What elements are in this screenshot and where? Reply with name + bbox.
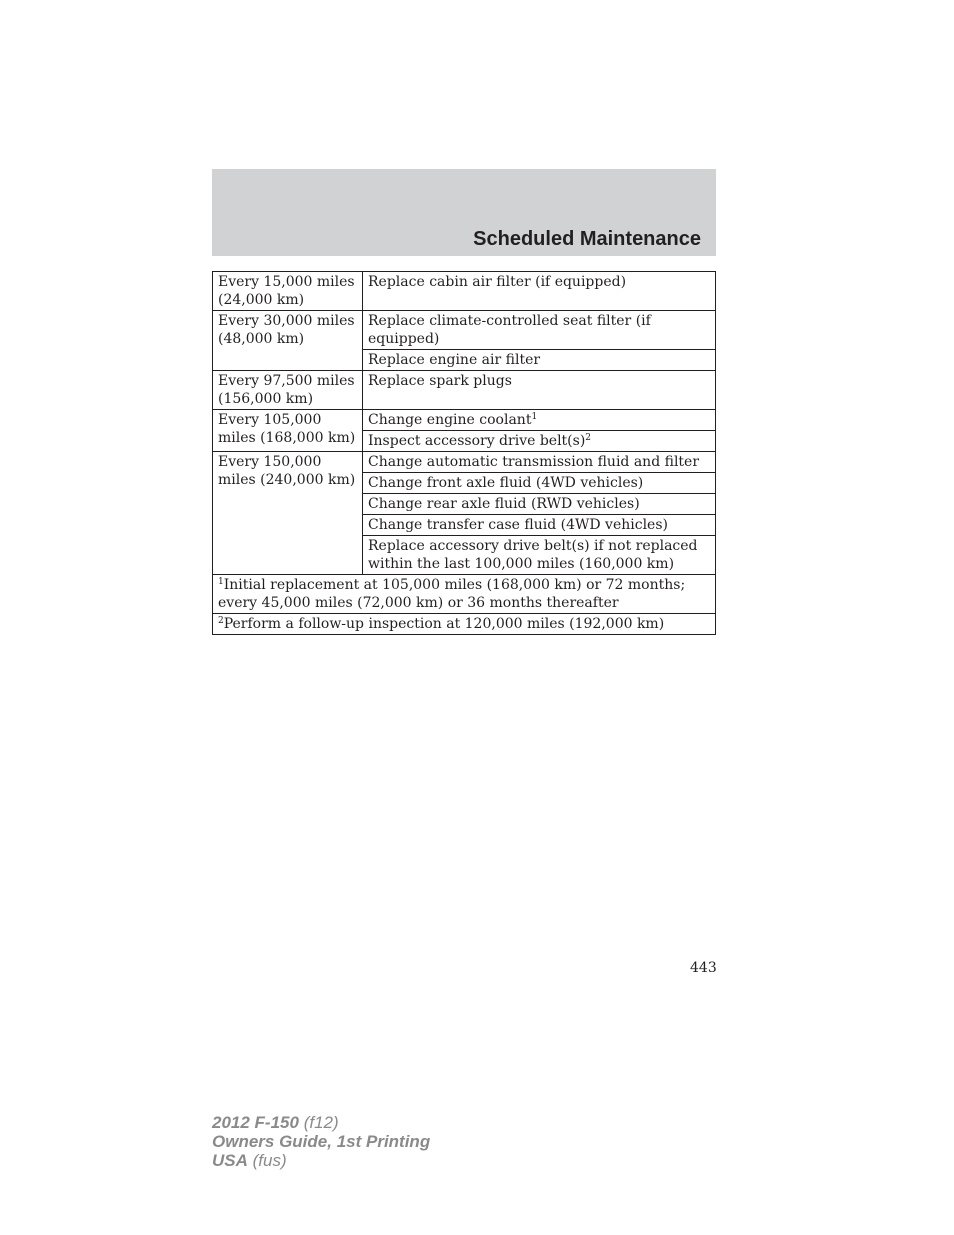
task-cell [363,431,716,452]
document-footer [212,1113,430,1170]
task-cell [363,410,716,431]
footer-printing: Owners Guide, 1st Printing [212,1132,431,1151]
footer-model: 2012 F-150 [212,1113,299,1132]
task-cell: Change transfer case fluid (4WD vehicles) [363,515,716,536]
task-cell: Replace accessory drive belt(s) if not replaced within the last 100,000 miles (160,000 km) [363,536,716,575]
maintenance-schedule-table [212,271,716,635]
task-cell: Change rear axle fluid (RWD vehicles) [363,494,716,515]
task-cell: Replace climate-controlled seat filter (if equipped) [363,311,716,350]
task-text: Change engine coolant [368,412,532,428]
table-row [213,311,716,350]
footnote-text: Initial replacement at 105,000 miles (168,000 km) or 72 months; every 45,000 miles (72,000 km) or 36 months thereafter [218,577,686,611]
interval-cell: Every 15,000 miles (24,000 km) [213,272,363,311]
interval-cell: Every 30,000 miles (48,000 km) [213,311,363,371]
interval-cell: Every 150,000 miles (240,000 km) [213,452,363,575]
footnote-row [213,614,716,635]
footer-line-model [212,1113,430,1132]
footnote-ref: 1 [531,412,538,422]
page-number: 443 [690,960,717,976]
task-cell: Replace spark plugs [363,371,716,410]
section-header-band [212,169,716,256]
footnote-ref: 2 [585,433,592,443]
footnote-text: Perform a follow-up inspection at 120,000 miles (192,000 km) [223,616,665,632]
footnote-cell [213,614,716,635]
footer-market-code: (fus) [252,1151,287,1170]
task-cell: Replace engine air filter [363,350,716,371]
footnote-mark: 2 [218,616,224,626]
table-row [213,371,716,410]
section-title: Scheduled Maintenance [473,228,701,250]
task-text: Inspect accessory drive belt(s) [368,433,586,449]
footer-line-market [212,1151,430,1170]
table-row [213,452,716,473]
footnote-cell [213,575,716,614]
task-cell: Change automatic transmission fluid and filter [363,452,716,473]
interval-cell: Every 105,000 miles (168,000 km) [213,410,363,452]
footnote-mark: 1 [218,577,224,587]
table-row [213,272,716,311]
footer-market: USA [212,1151,248,1170]
footer-line-printing [212,1132,430,1151]
task-cell: Change front axle fluid (4WD vehicles) [363,473,716,494]
table-row [213,410,716,431]
footnote-row [213,575,716,614]
task-cell: Replace cabin air filter (if equipped) [363,272,716,311]
interval-cell: Every 97,500 miles (156,000 km) [213,371,363,410]
footer-model-code: (f12) [303,1113,339,1132]
